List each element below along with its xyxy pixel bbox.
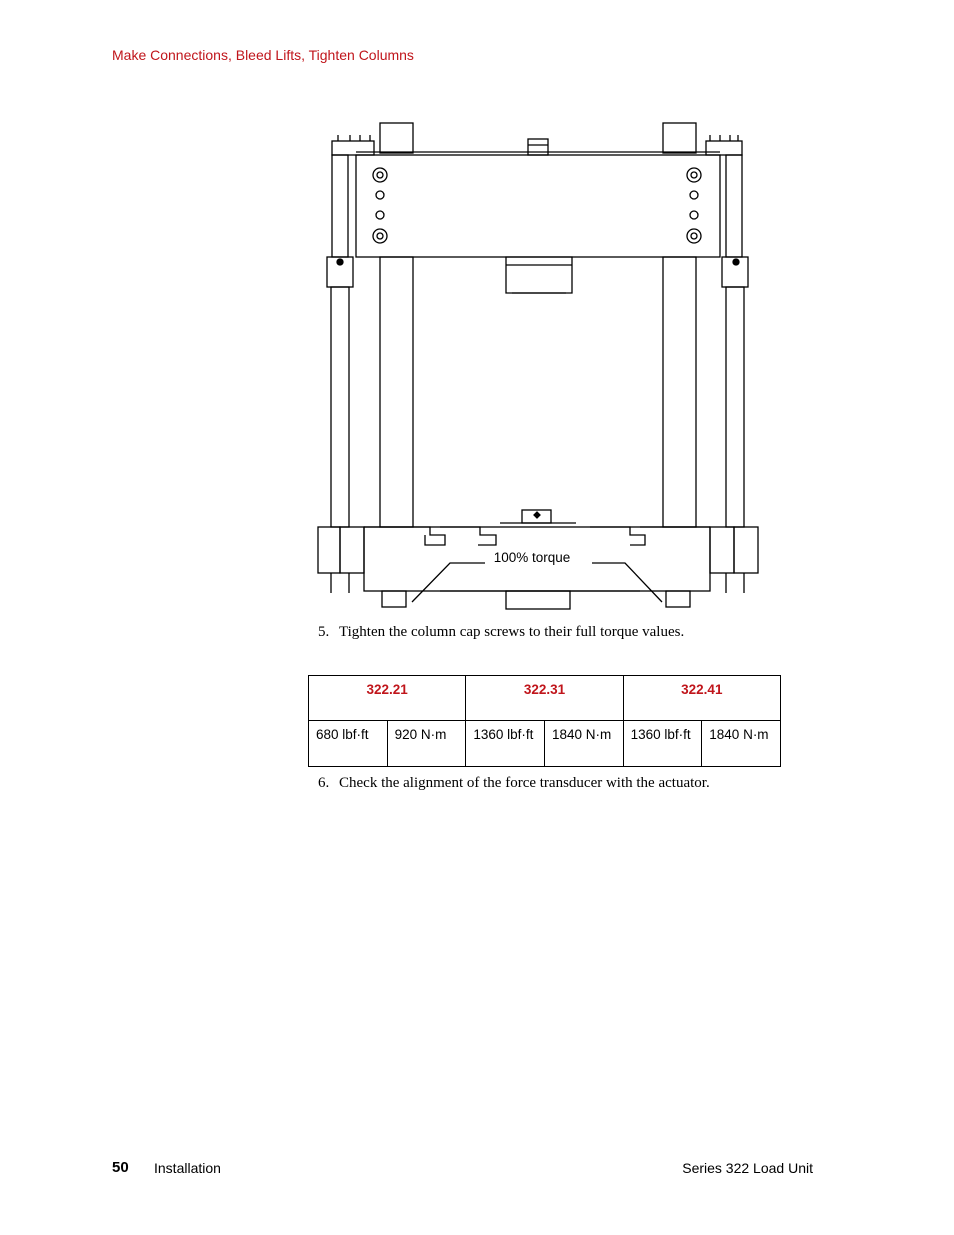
callout-right-leader — [592, 563, 662, 602]
step-number: 6. — [318, 775, 330, 791]
left-foot — [382, 591, 406, 607]
torque-callout: 100% torque — [493, 550, 571, 565]
crosshead-bolts-left — [373, 168, 387, 243]
right-top-bracket — [706, 141, 742, 155]
left-main-column — [380, 257, 413, 527]
table-cell: 680 lbf·ft — [309, 721, 388, 767]
page-number: 50 — [112, 1159, 129, 1176]
table-cell: 1360 lbf·ft — [466, 721, 545, 767]
model-322-21-header: 322.21 — [309, 676, 466, 721]
right-column-top — [663, 123, 696, 153]
torque-table — [308, 675, 781, 767]
step-text: Tighten the column cap screws to their full torque values. — [339, 624, 685, 640]
callout-left-leader — [412, 563, 485, 602]
footer-product: Series 322 Load Unit — [682, 1160, 813, 1176]
model-322-31-header: 322.31 — [466, 676, 623, 721]
running-header: Make Connections, Bleed Lifts, Tighten Columns — [112, 47, 414, 63]
left-top-bracket — [332, 141, 374, 155]
step-5 — [318, 624, 684, 641]
table-cell: 1840 N·m — [544, 721, 623, 767]
footer-section: Installation — [154, 1160, 221, 1176]
right-base-block — [734, 527, 758, 573]
right-base-foot — [710, 527, 734, 573]
load-cell — [506, 257, 572, 293]
table-cell: 1840 N·m — [702, 721, 781, 767]
left-base-block — [340, 527, 364, 573]
model-322-41-header: 322.41 — [623, 676, 780, 721]
table-header-row — [309, 676, 781, 721]
left-column-top — [380, 123, 413, 153]
table-cell: 1360 lbf·ft — [623, 721, 702, 767]
step-text: Check the alignment of the force transducer with the actuator. — [339, 775, 710, 791]
crosshead — [356, 155, 720, 257]
right-lift-rod — [726, 155, 742, 257]
right-lift-tube — [726, 287, 744, 527]
load-frame-figure — [300, 115, 770, 615]
left-lift-tube — [331, 287, 349, 527]
right-foot — [666, 591, 690, 607]
step-number: 5. — [318, 624, 330, 640]
table-row — [309, 721, 781, 767]
left-lift-rod — [332, 155, 348, 257]
right-main-column — [663, 257, 696, 527]
step-6 — [318, 775, 710, 792]
left-base-foot — [318, 527, 340, 573]
center-foot — [506, 591, 570, 609]
table-cell: 920 N·m — [387, 721, 466, 767]
crosshead-bolts-right — [687, 168, 701, 243]
